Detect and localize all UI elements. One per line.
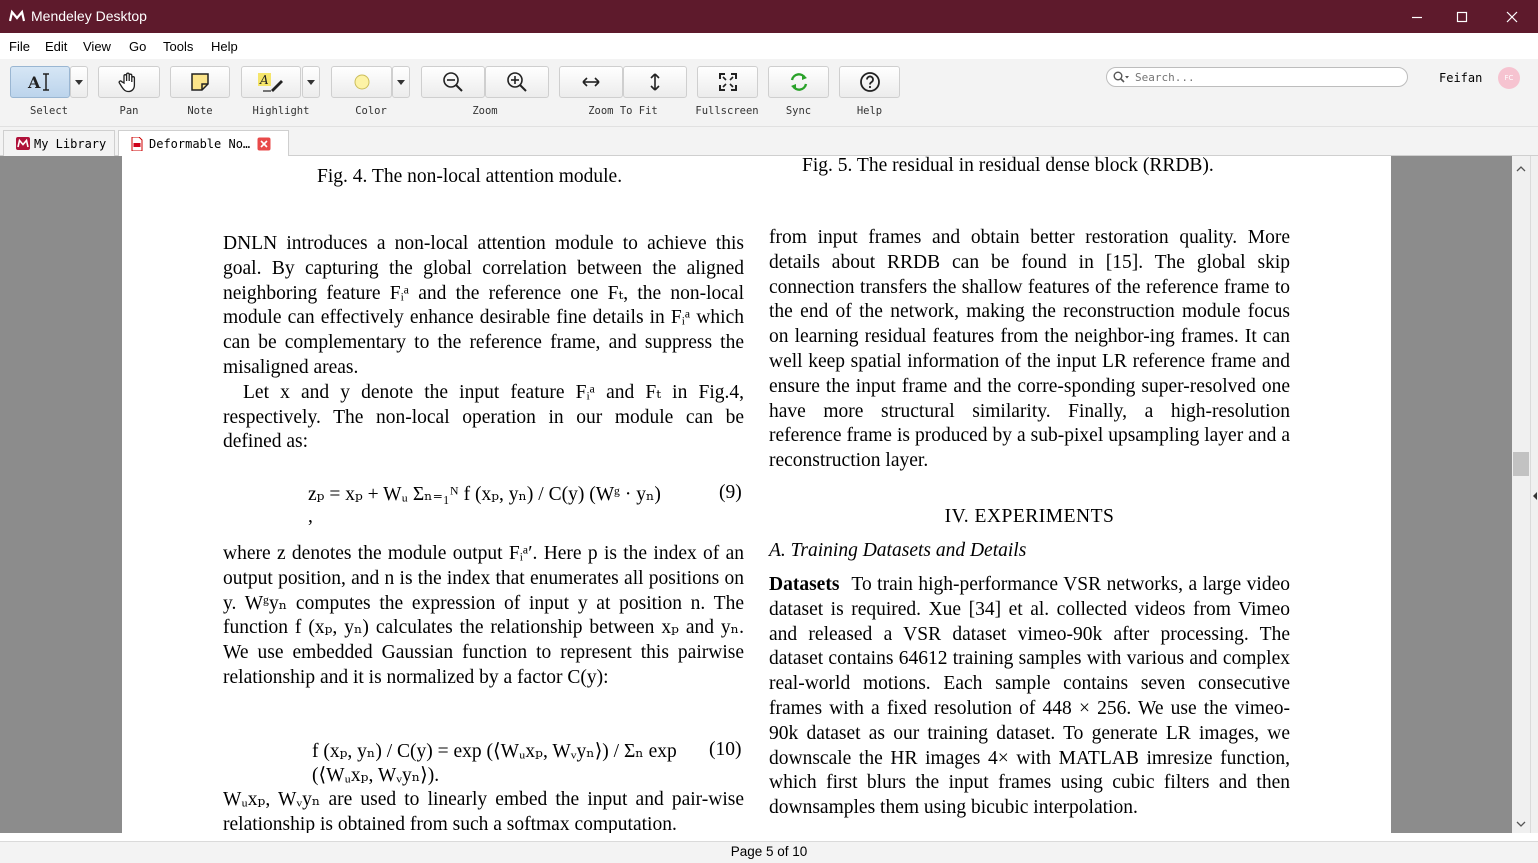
sync-button[interactable]: [768, 66, 829, 98]
chevron-down-icon: [75, 80, 83, 85]
color-button[interactable]: [331, 66, 392, 98]
section-heading: IV. EXPERIMENTS: [944, 506, 1115, 527]
pdf-page[interactable]: [122, 156, 1391, 833]
left-column: [223, 232, 744, 455]
chevron-down-icon: [307, 80, 315, 85]
subsection-heading: A. Training Datasets and Details: [769, 540, 1027, 561]
right-paragraph-2: To train high-performance VSR networks, a large video dataset is required. Xue [34] et al. collected videos from Vimeo and released a VSR dataset vimeo-90k after processing. The dataset contains 64612 training samples with various and complex real-world motions. Each sample contains seven consecutive frames with a fixed resolution of 448 × 256. We use the vimeo-90k dataset as our training dataset. To generate LR images, we downscale the HR images 4× with MATLAB imresize function, which first blurs the input frames using cubic filters and then downsamples them using bicubic interpolation.: [769, 574, 1290, 819]
left-paragraph-2: Let x and y denote the input feature Fᵢᵃ and Fₜ in Fig.4, respectively. The non-local operation in our module can be defined as:: [223, 381, 744, 453]
left-paragraph-3: where z denotes the module output Fᵢᵃ′. Here p is the index of an output position, and n is the index that enumerates all positions on y. Wᵍyₙ computes the expression of input y at position n. The function f (xₚ, yₙ) calculates the relationship between xₚ and yₙ. We use embedded Gaussian function to represent this pairwise relationship and it is normalized by a factor C(y):: [223, 543, 744, 688]
color-swatch-icon: [353, 73, 371, 91]
left-paragraph-4: Wᵤxₚ, Wᵥyₙ are used to linearly embed the input and pair-wise relationship is obtained from such a softmax computation.: [223, 789, 744, 833]
right-column-datasets: [769, 573, 1290, 821]
vertical-scrollbar[interactable]: [1512, 156, 1530, 833]
note-tool-button[interactable]: [170, 66, 230, 98]
user-name[interactable]: Feifan: [1439, 71, 1483, 85]
scroll-down-icon[interactable]: [1516, 821, 1526, 827]
help-label: Help: [856, 105, 883, 117]
avatar[interactable]: FC: [1498, 67, 1520, 89]
minimize-button[interactable]: [1394, 0, 1440, 33]
highlight-label: Highlight: [252, 105, 310, 117]
equation-9-number: (9): [719, 482, 742, 503]
mendeley-logo-icon: [16, 137, 30, 150]
tab-document[interactable]: [118, 130, 289, 156]
fit-height-icon: [644, 71, 666, 93]
document-viewer[interactable]: [0, 156, 1512, 833]
zoom-in-icon: [506, 71, 528, 93]
tab-label: Deformable No…: [149, 136, 251, 151]
toolbar: [0, 59, 1538, 127]
menu-go[interactable]: Go: [129, 39, 147, 54]
figure-4-caption: Fig. 4. The non-local attention module.: [317, 166, 623, 187]
tab-label: My Library: [34, 136, 107, 151]
status-bar: [0, 841, 1538, 863]
mendeley-logo-icon: [9, 9, 25, 23]
scroll-up-icon[interactable]: [1516, 166, 1526, 172]
sticky-note-icon: [190, 72, 210, 92]
menu-edit[interactable]: Edit: [45, 39, 68, 54]
scrollbar-thumb[interactable]: [1513, 452, 1529, 476]
left-paragraph-1: DNLN introduces a non-local attention module to achieve this goal. By capturing the global correlation between the aligned neighboring feature Fᵢᵃ and the reference one Fₜ, the non-local module can effectively enhance desirable fine details in Fᵢᵃ which can be complementary to the reference frame, and suppress the misaligned areas.: [223, 233, 744, 378]
svg-text:A: A: [260, 73, 269, 87]
menu-view[interactable]: View: [83, 39, 111, 54]
chevron-down-icon: [397, 80, 405, 85]
close-window-button[interactable]: [1489, 0, 1535, 33]
right-column: [769, 226, 1290, 474]
note-label: Note: [187, 105, 213, 117]
page-indicator: Page 5 of 10: [730, 844, 808, 859]
tab-my-library[interactable]: [3, 130, 115, 156]
menu-tools[interactable]: Tools: [163, 39, 194, 54]
chevron-left-icon: [1532, 492, 1538, 500]
zoom-label: Zoom: [472, 105, 498, 117]
sync-icon: [788, 71, 810, 93]
window-title: Mendeley Desktop: [31, 8, 147, 24]
right-paragraph-1: from input frames and obtain better restoration quality. More details about RRDB can be found in [15]. The global skip connection transfers the shallow features of the reference frame to the end of the network, making the reconstruction module focus on learning residual features from the neighbor-ing frames. It can well keep spatial information of the input LR reference frame and ensure the input frame and the corre-sponding super-resolved one have more structural similarity. Finally, a high-resolution reference frame is produced by a sub-pixel upsampling layer and a reconstruction layer.: [769, 227, 1290, 472]
menu-help[interactable]: Help: [211, 39, 238, 54]
fit-height-button[interactable]: [623, 66, 687, 98]
zoom-out-button[interactable]: [421, 66, 485, 98]
search-box[interactable]: [1106, 67, 1408, 87]
pan-label: Pan: [119, 105, 139, 117]
datasets-lead: Datasets: [769, 574, 840, 595]
highlight-tool-button[interactable]: [241, 66, 301, 98]
color-dropdown-button[interactable]: [392, 66, 410, 98]
figure-5-caption: Fig. 5. The residual in residual dense block (RRDB).: [802, 156, 1214, 176]
fullscreen-icon: [718, 72, 738, 92]
menu-bar: [0, 33, 1538, 59]
maximize-button[interactable]: [1439, 0, 1485, 33]
equation-9: zₚ = xₚ + Wᵤ Σₙ₌₁ᴺ f (xₚ, yₙ) / C(y) (Wᵍ · yₙ) ,: [308, 484, 661, 527]
svg-text:A: A: [28, 73, 41, 92]
fit-width-button[interactable]: [559, 66, 623, 98]
equation-10-number: (10): [709, 739, 742, 760]
equation-10: f (xₚ, yₙ) / C(y) = exp (⟨Wᵤxₚ, Wᵥyₙ⟩) / Σₙ exp (⟨Wᵤxₚ, Wᵥyₙ⟩).: [312, 741, 677, 786]
search-input[interactable]: [1135, 70, 1395, 85]
title-bar: [0, 0, 1538, 33]
select-dropdown-button[interactable]: [70, 66, 88, 98]
help-icon: [859, 71, 881, 93]
select-label: Select: [30, 105, 68, 117]
select-tool-button[interactable]: [10, 66, 70, 98]
highlighter-icon: [257, 71, 285, 93]
zoom-to-fit-label: Zoom To Fit: [588, 105, 658, 117]
text-cursor-icon: [27, 71, 53, 93]
search-icon: [1113, 71, 1131, 84]
sync-label: Sync: [785, 105, 812, 117]
menu-file[interactable]: File: [9, 39, 30, 54]
color-label: Color: [355, 105, 387, 117]
fullscreen-label: Fullscreen: [695, 105, 759, 117]
left-column-continued: [223, 542, 744, 691]
highlight-dropdown-button[interactable]: [302, 66, 320, 98]
help-button[interactable]: [839, 66, 900, 98]
fit-width-icon: [580, 71, 602, 93]
fullscreen-button[interactable]: [697, 66, 758, 98]
zoom-in-button[interactable]: [485, 66, 549, 98]
pan-tool-button[interactable]: [98, 66, 160, 98]
pdf-file-icon: [131, 137, 143, 151]
tab-bar: [0, 127, 1538, 156]
close-tab-icon[interactable]: [257, 137, 271, 151]
side-panel-handle[interactable]: [1530, 156, 1538, 833]
zoom-out-icon: [442, 71, 464, 93]
left-column-end: [223, 788, 744, 833]
hand-icon: [118, 71, 140, 93]
